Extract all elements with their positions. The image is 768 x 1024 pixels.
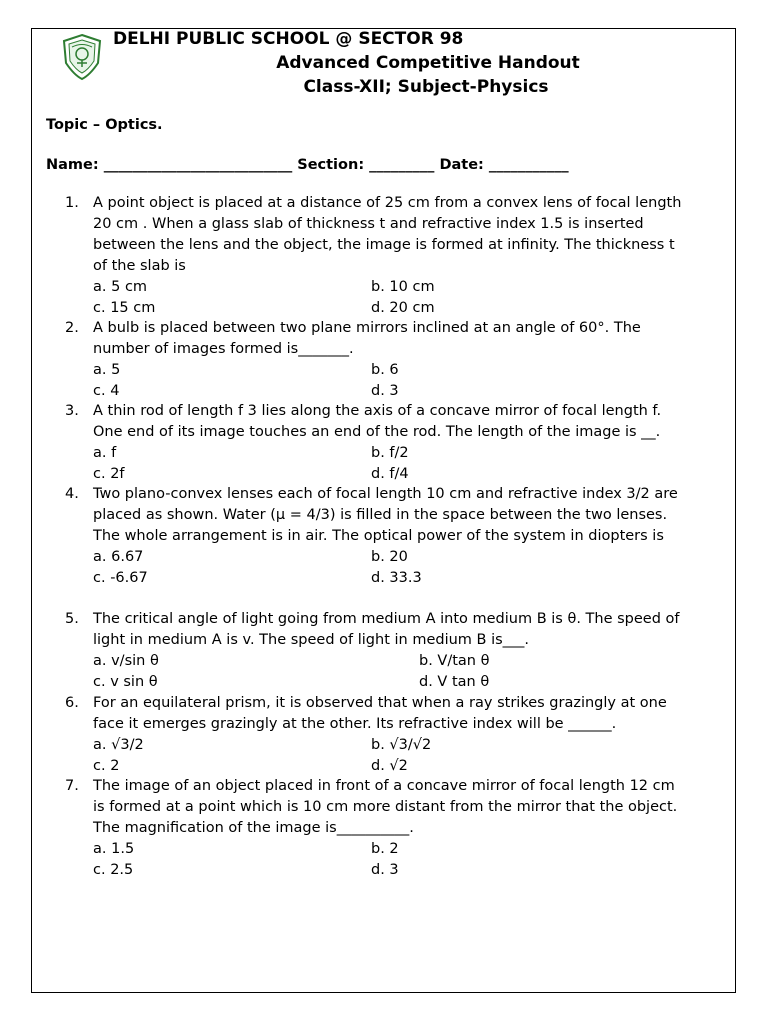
option-d: d. 3: [371, 383, 399, 399]
option-b: b. 20: [371, 549, 408, 565]
option-a: a. v/sin θ: [93, 653, 159, 669]
school-name: DELHI PUBLIC SCHOOL @ SECTOR 98: [113, 29, 464, 49]
question-4: [65, 484, 690, 589]
question-text: A thin rod of length f 3 lies along the axis of a concave mirror of focal length f. One end of its image touches an end of the rod. The length of the image is __.: [93, 403, 662, 440]
class-subject: Class-XII; Subject-Physics: [303, 77, 549, 97]
question-number: 5.: [65, 611, 79, 627]
options: [93, 547, 690, 589]
option-b: b. 6: [371, 362, 399, 378]
question-number: 7.: [65, 778, 79, 794]
question-3: [65, 401, 690, 485]
question-text: A point object is placed at a distance of 25 cm from a convex lens of focal length 20 cm . When a glass slab of thickness t and refractive index 1.5 is inserted between the lens and the object, the image is formed at infinity. The thickness t of the slab is: [93, 195, 682, 274]
option-b: b. V/tan θ: [419, 653, 490, 669]
option-d: d. V tan θ: [419, 674, 490, 690]
options: [93, 735, 690, 777]
option-c: c. v sin θ: [93, 674, 158, 690]
name-section-date-line: Name: __________________________ Section: _________ Date: ___________: [46, 157, 569, 173]
options: [93, 277, 690, 319]
topic-line: Topic – Optics.: [46, 117, 163, 133]
question-text: A bulb is placed between two plane mirrors inclined at an angle of 60°. The number of images formed is_______.: [93, 320, 641, 357]
question-number: 3.: [65, 403, 79, 419]
option-b: b. f/2: [371, 445, 409, 461]
option-c: c. 2.5: [93, 862, 134, 878]
option-b: b. √3/√2: [371, 737, 432, 753]
option-a: a. f: [93, 445, 117, 461]
option-b: b. 10 cm: [371, 279, 435, 295]
option-c: c. 15 cm: [93, 300, 156, 316]
option-a: a. √3/2: [93, 737, 144, 753]
options: [93, 443, 690, 485]
options: [93, 839, 690, 881]
option-a: a. 5 cm: [93, 279, 148, 295]
options: [93, 651, 690, 693]
options: [93, 360, 690, 402]
question-number: 2.: [65, 320, 79, 336]
question-6: [65, 693, 690, 777]
question-number: 1.: [65, 195, 79, 211]
option-a: a. 6.67: [93, 549, 144, 565]
option-a: a. 1.5: [93, 841, 135, 857]
option-d: d. f/4: [371, 466, 409, 482]
option-c: c. 2: [93, 758, 120, 774]
question-text: The critical angle of light going from medium A into medium B is θ. The speed of light in medium A is v. The speed of light in medium B is___.: [93, 611, 680, 648]
option-c: c. 2f: [93, 466, 125, 482]
question-text: The image of an object placed in front of a concave mirror of focal length 12 cm is formed at a point which is 10 cm more distant from the mirror that the object. The magnification of the image is__________.: [93, 778, 678, 836]
option-a: a. 5: [93, 362, 121, 378]
option-c: c. -6.67: [93, 570, 148, 586]
question-5: [65, 609, 690, 693]
option-d: d. √2: [371, 758, 408, 774]
option-d: d. 20 cm: [371, 300, 435, 316]
question-1: [65, 193, 690, 319]
option-b: b. 2: [371, 841, 399, 857]
handout-title: Advanced Competitive Handout: [276, 53, 580, 73]
option-d: d. 3: [371, 862, 399, 878]
option-d: d. 33.3: [371, 570, 422, 586]
question-2: [65, 318, 690, 402]
question-text: For an equilateral prism, it is observed that when a ray strikes grazingly at one face it emerges grazingly at the other. Its refractive index will be ______.: [93, 695, 667, 732]
option-c: c. 4: [93, 383, 120, 399]
question-text: Two plano-convex lenses each of focal length 10 cm and refractive index 3/2 are placed as shown. Water (μ = 4/3) is filled in the space between the two lenses. The whole arrangement is in air. The optical power of the system in diopters is: [93, 486, 678, 544]
question-number: 4.: [65, 486, 79, 502]
question-number: 6.: [65, 695, 79, 711]
question-7: [65, 776, 690, 881]
